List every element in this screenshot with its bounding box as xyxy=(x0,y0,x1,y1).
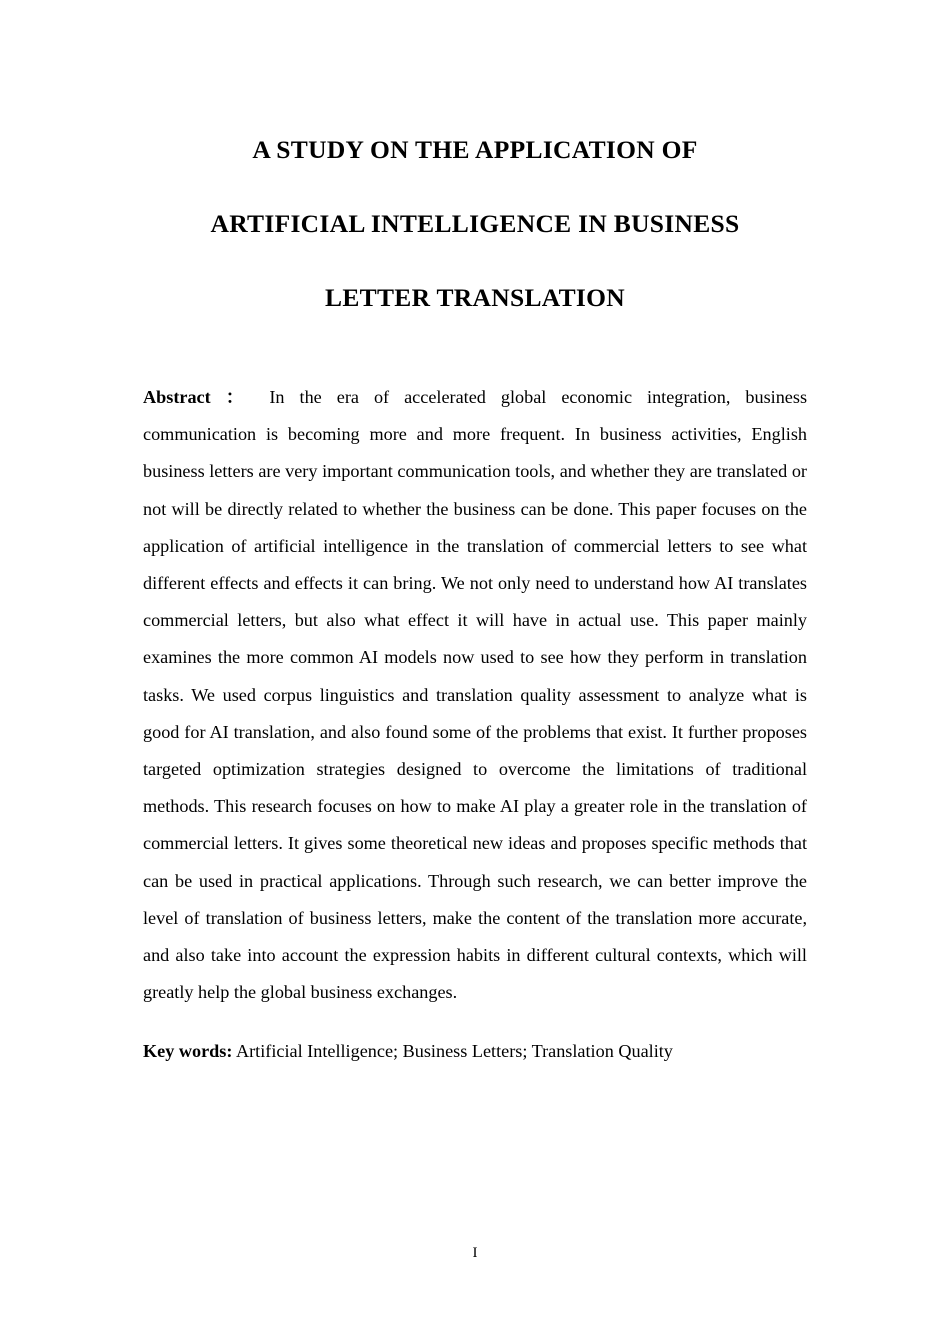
abstract-label: Abstract xyxy=(143,387,211,407)
keywords-label: Key words: xyxy=(143,1041,233,1062)
abstract-separator: ： xyxy=(225,387,255,407)
keywords-section xyxy=(143,1033,807,1070)
abstract-paragraph xyxy=(143,379,807,1011)
page-number: I xyxy=(472,1245,478,1261)
abstract-text: In the era of accelerated global economic integration, business communication is becoming more and more frequent. In business activities, English business letters are very important communication tools, and whether they are translated or not will be directly related to whether the business can be done. This paper focuses on the application of artificial intelligence in the translation of commercial letters to see what different effects and effects it can bring. We not only need to understand how AI translates commercial letters, but also what effect it will have in actual use. This paper mainly examines the more common AI models now used to see how they perform in translation tasks. We used corpus linguistics and translation quality assessment to analyze what is good for AI translation, and also found some of the problems that exist. It further proposes targeted optimization strategies designed to overcome the limitations of traditional methods. This research focuses on how to make AI play a greater role in the translation of commercial letters. It gives some theoretical new ideas and proposes specific methods that can be used in practical applications. Through such research, we can better improve the level of translation of business letters, make the content of the translation more accurate, and also take into account the expression habits in different cultural contexts, which will greatly help the global business exchanges. xyxy=(143,387,808,1003)
abstract-section xyxy=(143,379,807,1011)
paper-title xyxy=(143,0,807,335)
keywords-text: Artificial Intelligence; Business Letters; Translation Quality xyxy=(235,1041,673,1062)
title-line-2: ARTIFICIAL INTELLIGENCE IN BUSINESS xyxy=(210,209,740,238)
title-line-3: LETTER TRANSLATION xyxy=(325,283,625,312)
title-line-1: A STUDY ON THE APPLICATION OF xyxy=(252,135,698,164)
keywords-paragraph xyxy=(143,1033,807,1070)
